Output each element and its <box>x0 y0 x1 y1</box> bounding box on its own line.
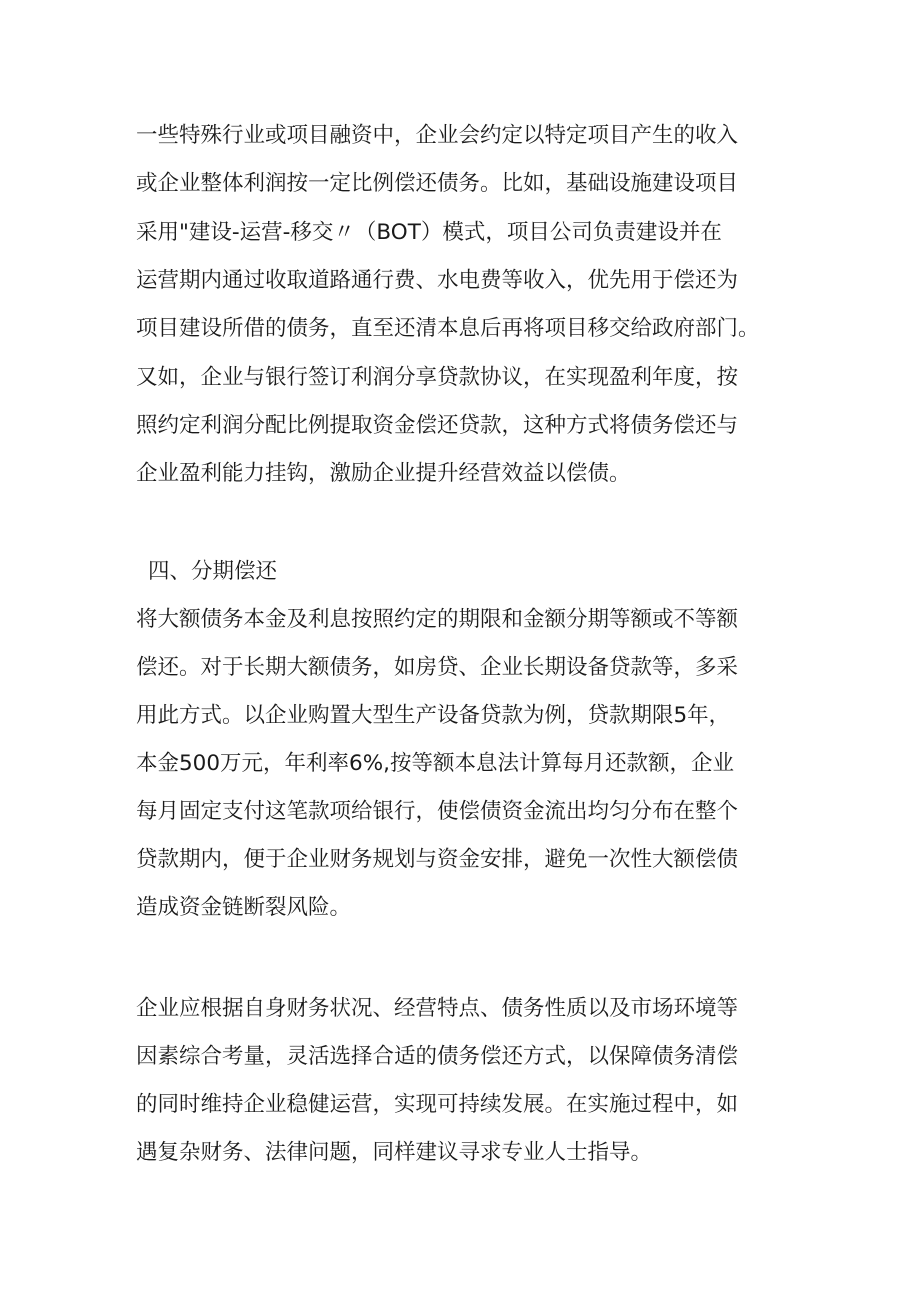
paragraph-1-line-2: 或企业整体利润按一定比例偿还债务。比如，基础设施建设项目 <box>136 171 739 196</box>
paragraph-2-line-5: 每月固定支付这笔款项给银行，使偿债资金流出均匀分布在整个 <box>136 799 739 824</box>
paragraph-2-line-1: 将大额债务本金及利息按照约定的期限和金额分期等额或不等额 <box>136 607 739 632</box>
paragraph-2-line-2: 偿还。对于长期大额债务，如房贷、企业长期设备贷款等，多采 <box>136 655 739 680</box>
paragraph-3-line-1: 企业应根据自身财务状况、经营特点、债务性质以及市场环境等 <box>136 996 739 1021</box>
paragraph-1-line-4: 运营期内通过收取道路通行费、水电费等收入，优先用于偿还为 <box>136 268 739 293</box>
paragraph-1-line-1: 一些特殊行业或项目融资中，企业会约定以特定项目产生的收入 <box>136 123 739 148</box>
paragraph-2-line-6: 贷款期内，便于企业财务规划与资金安排，避免一次性大额偿债 <box>136 847 739 872</box>
paragraph-1-line-3: 采用"建设-运营-移交〃（BOT）模式，项目公司负责建设并在 <box>136 220 722 245</box>
paragraph-2-line-3: 用此方式。以企业购置大型生产设备贷款为例，贷款期限5年， <box>136 703 731 728</box>
paragraph-2-line-7: 造成资金链断裂风险。 <box>136 895 352 920</box>
paragraph-2-line-4: 本金500万元，年利率6%,按等额本息法计算每月还款额，企业 <box>136 751 734 776</box>
paragraph-1-line-7: 照约定利润分配比例提取资金偿还贷款，这种方式将债务偿还与 <box>136 413 739 438</box>
paragraph-1-line-8: 企业盈利能力挂钩，激励企业提升经营效益以偿债。 <box>136 461 631 486</box>
paragraph-3-line-4: 遇复杂财务、法律问题，同样建议寻求专业人士指导。 <box>136 1140 653 1165</box>
paragraph-3-line-2: 因素综合考量，灵活选择合适的债务偿还方式，以保障债务清偿 <box>136 1044 739 1069</box>
section-heading: 四、分期偿还 <box>148 559 278 584</box>
paragraph-1-line-5: 项目建设所借的债务，直至还清本息后再将项目移交给政府部门。 <box>136 316 760 341</box>
paragraph-1-line-6: 又如，企业与银行签订利润分享贷款协议，在实现盈利年度，按 <box>136 365 739 390</box>
paragraph-3-line-3: 的同时维持企业稳健运营，实现可持续发展。在实施过程中，如 <box>136 1092 739 1117</box>
